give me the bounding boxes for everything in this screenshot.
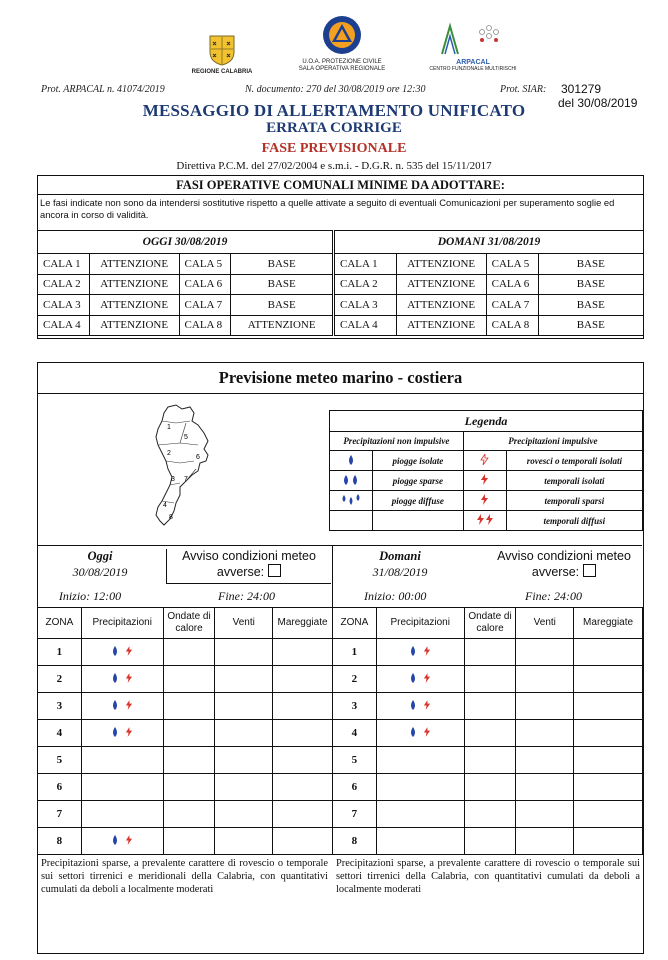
zone-row xyxy=(38,639,333,666)
legend-rovesci: rovesci o temporali isolati xyxy=(506,451,642,471)
zone-cell xyxy=(273,747,333,774)
zone-cell xyxy=(215,774,273,801)
zones-header-row xyxy=(333,608,643,639)
zone-precipitazioni xyxy=(81,774,163,801)
fasi-note: Le fasi indicate non sono da intendersi sostitutive rispetto a quelle attivate a seguito di eventuali Comunicazioni per superamento soglie ed ancora in corso di validità. xyxy=(40,197,615,220)
rain-drop-icon xyxy=(111,701,119,713)
rain-drop-icon xyxy=(111,647,119,659)
cala-phase: BASE xyxy=(231,254,333,275)
map-zone-5: 5 xyxy=(184,434,188,441)
cala-phase: ATTENZIONE xyxy=(396,295,486,316)
zone-row xyxy=(38,666,333,693)
legend-piogge-isolate: piogge isolate xyxy=(373,451,464,471)
oggi-inizio: Inizio: 12:00 xyxy=(58,589,122,603)
zone-number: 8 xyxy=(333,828,377,855)
legend-impulsive-header: Precipitazioni impulsive xyxy=(463,432,642,451)
zone-cell xyxy=(215,693,273,720)
cala-name: CALA 1 xyxy=(335,254,397,275)
rain-drop-icon xyxy=(111,674,119,686)
zone-precipitazioni xyxy=(81,720,163,747)
oggi-date: 30/08/2019 xyxy=(72,565,128,579)
domani-avviso-checkbox[interactable] xyxy=(583,564,596,577)
errata-title: ERRATA CORRIGE xyxy=(266,120,402,136)
zone-precipitazioni xyxy=(376,801,464,828)
protezione-civile-emblem-icon xyxy=(321,14,363,56)
fasi-row xyxy=(38,295,333,316)
storm-bolt-icon xyxy=(423,701,431,713)
legend-temporali-sparsi: temporali sparsi xyxy=(506,491,642,511)
zone-cell xyxy=(215,801,273,828)
zone-cell xyxy=(464,774,516,801)
cala-name: CALA 5 xyxy=(486,254,538,275)
zone-row xyxy=(333,774,643,801)
domani-label: Domani xyxy=(379,549,421,563)
zone-cell xyxy=(215,666,273,693)
zone-cell xyxy=(464,828,516,855)
zone-number: 7 xyxy=(333,801,377,828)
column-header: ZONA xyxy=(38,608,82,639)
cala-phase: BASE xyxy=(231,274,333,295)
cala-phase: ATTENZIONE xyxy=(89,315,179,336)
prot-siar-number: 301279 xyxy=(561,82,602,96)
zone-cell xyxy=(464,693,516,720)
oggi-date-block xyxy=(38,549,162,580)
zones-header-row xyxy=(38,608,333,639)
zone-cell xyxy=(464,639,516,666)
zone-number: 2 xyxy=(333,666,377,693)
column-header: Mareggiate xyxy=(574,608,643,639)
zone-cell xyxy=(516,720,574,747)
prot-siar-date: del 30/08/2019 xyxy=(558,96,638,110)
domani-description: Precipitazioni sparse, a prevalente carattere di rovescio o temporale sui settori tirrenici della Calabria, con quantitativi cumulati da deboli a localmente moderati xyxy=(336,858,640,895)
zone-row xyxy=(38,720,333,747)
fasi-oggi-label: OGGI 30/08/2019 xyxy=(38,231,333,254)
zone-precipitazioni xyxy=(81,747,163,774)
cala-name: CALA 1 xyxy=(38,254,90,275)
cala-name: CALA 2 xyxy=(335,274,397,295)
cala-name: CALA 7 xyxy=(179,295,231,316)
oggi-zones-table xyxy=(37,607,333,855)
regione-calabria-label: REGIONE CALABRIA xyxy=(191,69,253,75)
arpacal-label: ARPACAL xyxy=(456,59,490,66)
regione-calabria-logo xyxy=(188,34,256,76)
domani-date-block xyxy=(336,549,464,580)
zone-number: 6 xyxy=(333,774,377,801)
cala-name: CALA 6 xyxy=(486,274,538,295)
legend-temporali-diffusi: temporali diffusi xyxy=(506,511,642,531)
zone-cell xyxy=(516,801,574,828)
fasi-row xyxy=(335,295,644,316)
fasi-operative-box xyxy=(37,175,644,339)
zone-row xyxy=(333,693,643,720)
zone-cell xyxy=(215,639,273,666)
legend-box xyxy=(329,410,643,534)
meteo-header: Previsione meteo marino - costiera xyxy=(38,363,643,394)
zone-precipitazioni xyxy=(81,801,163,828)
zone-cell xyxy=(215,747,273,774)
column-header: Ondate di calore xyxy=(163,608,215,639)
zone-cell xyxy=(273,693,333,720)
storm-bolt-icon xyxy=(125,836,133,848)
zone-precipitazioni xyxy=(81,693,163,720)
legend-piogge-diffuse: piogge diffuse xyxy=(373,491,464,511)
prot-siar-label: Prot. SIAR: xyxy=(500,84,547,95)
storm-bolt-icon xyxy=(423,728,431,740)
cala-name: CALA 5 xyxy=(179,254,231,275)
zone-cell xyxy=(273,774,333,801)
cala-phase: BASE xyxy=(538,254,643,275)
direttiva-line: Direttiva P.C.M. del 27/02/2004 e s.m.i. - D.G.R. n. 535 del 15/11/2017 xyxy=(176,160,492,172)
storm-bolt-icon xyxy=(125,674,133,686)
domani-inizio: Inizio: 00:00 xyxy=(364,589,427,603)
zone-cell xyxy=(464,801,516,828)
fasi-domani-label: DOMANI 31/08/2019 xyxy=(335,231,644,254)
fasi-row xyxy=(335,254,644,275)
rain-drop-icon xyxy=(111,728,119,740)
zone-cell xyxy=(163,693,215,720)
zone-precipitazioni xyxy=(376,666,464,693)
zone-cell xyxy=(574,693,643,720)
zone-cell xyxy=(574,666,643,693)
zone-cell xyxy=(574,720,643,747)
column-header: Ondate di calore xyxy=(464,608,516,639)
column-header: ZONA xyxy=(333,608,377,639)
legend-title: Legenda xyxy=(330,411,643,432)
zone-precipitazioni xyxy=(81,828,163,855)
zone-precipitazioni xyxy=(376,693,464,720)
zone-cell xyxy=(215,720,273,747)
cala-name: CALA 3 xyxy=(38,295,90,316)
zone-number: 1 xyxy=(333,639,377,666)
oggi-description: Precipitazioni sparse, a prevalente carattere di rovescio o temporale sui settori tirrenici e meridionali della Calabria, con quantitativi cumulati da deboli a localmente moderati xyxy=(41,858,328,895)
storm-bolt-icon xyxy=(125,701,133,713)
storm-bolt-icon xyxy=(125,728,133,740)
storm-outline-bolt-icon xyxy=(463,451,506,471)
zone-cell xyxy=(163,828,215,855)
zone-number: 5 xyxy=(333,747,377,774)
cala-name: CALA 4 xyxy=(38,315,90,336)
zone-cell xyxy=(516,747,574,774)
cala-phase: ATTENZIONE xyxy=(89,295,179,316)
zone-number: 2 xyxy=(38,666,82,693)
zone-precipitazioni xyxy=(81,639,163,666)
zone-number: 3 xyxy=(38,693,82,720)
rain-drop-icon xyxy=(111,836,119,848)
oggi-avviso-checkbox[interactable] xyxy=(268,564,281,577)
storm-bolt-icon xyxy=(463,491,506,511)
zone-cell xyxy=(163,747,215,774)
rain-drop-icon xyxy=(409,674,417,686)
protezione-civile-label-1: U.O.A. PROTEZIONE CIVILE xyxy=(302,59,382,65)
oggi-fine: Fine: 24:00 xyxy=(218,589,275,603)
zone-precipitazioni xyxy=(376,720,464,747)
storm-bolt-icon xyxy=(125,647,133,659)
column-header: Venti xyxy=(215,608,273,639)
column-header: Mareggiate xyxy=(273,608,333,639)
cala-phase: ATTENZIONE xyxy=(396,254,486,275)
zone-precipitazioni xyxy=(81,666,163,693)
zone-precipitazioni xyxy=(376,828,464,855)
cala-name: CALA 4 xyxy=(335,315,397,336)
zone-cell xyxy=(574,801,643,828)
cala-name: CALA 7 xyxy=(486,295,538,316)
zone-cell xyxy=(163,666,215,693)
fasi-oggi-table xyxy=(37,230,333,336)
map-zone-2: 2 xyxy=(167,450,171,457)
fasi-row xyxy=(38,274,333,295)
domani-fine: Fine: 24:00 xyxy=(525,589,582,603)
cala-name: CALA 3 xyxy=(335,295,397,316)
zone-cell xyxy=(516,828,574,855)
storm-bolt-icon xyxy=(423,647,431,659)
map-zone-4: 4 xyxy=(163,502,167,509)
domani-avviso-text: Avviso condizioni meteo avverse: xyxy=(497,549,631,579)
zone-cell xyxy=(273,801,333,828)
zone-cell xyxy=(516,693,574,720)
storm-bolt-icon xyxy=(423,674,431,686)
zone-cell xyxy=(163,639,215,666)
rain-drop-icon xyxy=(409,647,417,659)
oggi-label: Oggi xyxy=(87,549,113,563)
zone-row xyxy=(333,666,643,693)
zone-row xyxy=(38,828,333,855)
main-title: MESSAGGIO DI ALLERTAMENTO UNIFICATO xyxy=(142,101,526,120)
zone-cell xyxy=(574,774,643,801)
zone-number: 7 xyxy=(38,801,82,828)
calabria-zones-map xyxy=(146,403,216,531)
protezione-civile-logo xyxy=(292,14,392,73)
zone-row xyxy=(38,774,333,801)
rain-triple-drop-icon xyxy=(330,491,373,511)
cala-phase: ATTENZIONE xyxy=(231,315,333,336)
zone-row xyxy=(333,801,643,828)
legend-piogge-sparse: piogge sparse xyxy=(373,471,464,491)
prot-arpacal: Prot. ARPACAL n. 41074/2019 xyxy=(41,84,165,95)
map-zone-7: 7 xyxy=(184,476,188,483)
zone-cell xyxy=(273,639,333,666)
cala-phase: BASE xyxy=(231,295,333,316)
zone-row xyxy=(333,639,643,666)
zone-cell xyxy=(163,720,215,747)
zone-number: 4 xyxy=(333,720,377,747)
fasi-header: FASI OPERATIVE COMUNALI MINIME DA ADOTTARE: xyxy=(38,176,643,195)
arpacal-sub-label: CENTRO FUNZIONALE MULTIRISCHI xyxy=(429,66,517,72)
domani-avviso xyxy=(488,549,640,583)
zone-cell xyxy=(464,720,516,747)
cala-phase: BASE xyxy=(538,274,643,295)
oggi-avviso-text: Avviso condizioni meteo avverse: xyxy=(182,549,316,579)
cala-name: CALA 8 xyxy=(486,315,538,336)
zone-cell xyxy=(273,828,333,855)
zone-cell xyxy=(273,720,333,747)
zone-row xyxy=(38,747,333,774)
map-zone-1: 1 xyxy=(167,424,171,431)
zone-precipitazioni xyxy=(376,747,464,774)
cala-name: CALA 2 xyxy=(38,274,90,295)
zone-cell xyxy=(163,774,215,801)
zone-row xyxy=(333,747,643,774)
zone-number: 6 xyxy=(38,774,82,801)
zone-number: 3 xyxy=(333,693,377,720)
zone-cell xyxy=(464,747,516,774)
fase-title: FASE PREVISIONALE xyxy=(261,141,407,156)
zone-cell xyxy=(574,747,643,774)
protezione-civile-label-2: SALA OPERATIVA REGIONALE xyxy=(298,66,386,72)
column-header: Precipitazioni xyxy=(81,608,163,639)
zone-cell xyxy=(574,828,643,855)
zone-row xyxy=(38,801,333,828)
column-header: Venti xyxy=(516,608,574,639)
column-header: Precipitazioni xyxy=(376,608,464,639)
zone-row xyxy=(38,693,333,720)
zone-number: 5 xyxy=(38,747,82,774)
rain-drop-icon xyxy=(409,728,417,740)
legend-non-impulsive-header: Precipitazioni non impulsive xyxy=(330,432,464,451)
fasi-row xyxy=(335,315,644,336)
cala-phase: ATTENZIONE xyxy=(89,274,179,295)
zone-cell xyxy=(516,639,574,666)
zone-cell xyxy=(215,828,273,855)
zone-number: 8 xyxy=(38,828,82,855)
meteo-box xyxy=(37,362,644,954)
legend-table xyxy=(329,410,643,531)
document-number: N. documento: 270 del 30/08/2019 ore 12:30 xyxy=(245,84,426,95)
rain-single-drop-icon xyxy=(330,451,373,471)
zone-cell xyxy=(464,666,516,693)
zone-cell xyxy=(163,801,215,828)
fasi-row xyxy=(335,274,644,295)
domani-zones-table xyxy=(332,607,643,855)
legend-temporali-isolati: temporali isolati xyxy=(506,471,642,491)
zone-cell xyxy=(516,666,574,693)
zone-cell xyxy=(516,774,574,801)
domani-date: 31/08/2019 xyxy=(372,565,428,579)
fasi-row xyxy=(38,254,333,275)
map-zone-3: 3 xyxy=(171,476,175,483)
fasi-row xyxy=(38,315,333,336)
zone-row xyxy=(333,828,643,855)
map-zone-8: 8 xyxy=(169,514,173,521)
storm-double-bolt-icon xyxy=(463,511,506,531)
zone-number: 4 xyxy=(38,720,82,747)
oggi-avviso xyxy=(166,549,331,584)
cala-phase: BASE xyxy=(538,295,643,316)
map-zone-6: 6 xyxy=(196,454,200,461)
regione-calabria-emblem-icon xyxy=(207,34,237,66)
zone-cell xyxy=(574,639,643,666)
fasi-domani-table xyxy=(334,230,644,336)
zone-precipitazioni xyxy=(376,639,464,666)
zone-precipitazioni xyxy=(376,774,464,801)
cala-phase: ATTENZIONE xyxy=(396,274,486,295)
arpacal-emblem-icon xyxy=(436,20,510,56)
zone-row xyxy=(333,720,643,747)
rain-drop-icon xyxy=(409,701,417,713)
cala-phase: BASE xyxy=(538,315,643,336)
cala-name: CALA 6 xyxy=(179,274,231,295)
rain-double-drop-icon xyxy=(330,471,373,491)
cala-phase: ATTENZIONE xyxy=(396,315,486,336)
header-logos xyxy=(0,12,668,78)
cala-name: CALA 8 xyxy=(179,315,231,336)
cala-phase: ATTENZIONE xyxy=(89,254,179,275)
storm-bolt-drop-icon xyxy=(463,471,506,491)
arpacal-logo xyxy=(418,20,528,73)
zone-number: 1 xyxy=(38,639,82,666)
zone-cell xyxy=(273,666,333,693)
